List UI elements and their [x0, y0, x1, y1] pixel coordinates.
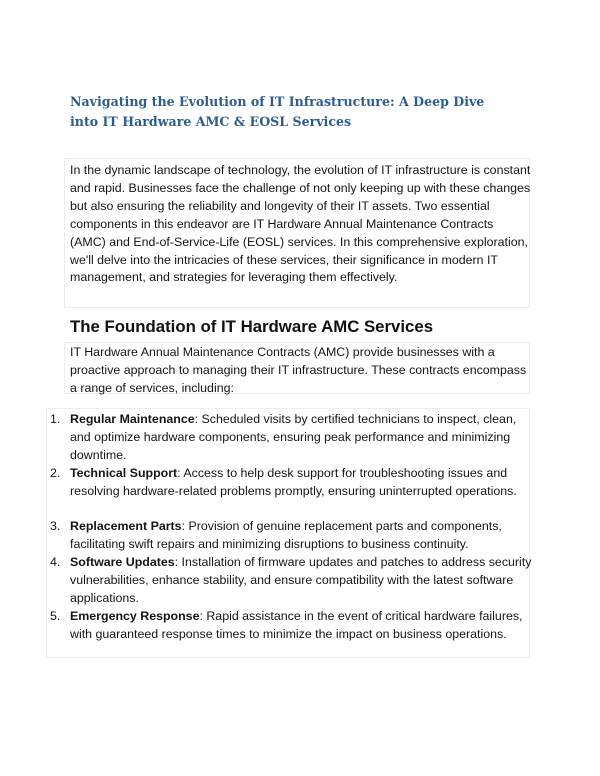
list-item-term: Technical Support: [70, 466, 178, 480]
list-item-number: 5.: [50, 609, 61, 623]
list-item-term: Software Updates: [70, 555, 175, 569]
document-title: Navigating the Evolution of IT Infrastructure: A Deep Dive into IT Hardware AMC & EOSL Services: [70, 94, 485, 129]
intro-paragraph: In the dynamic landscape of technology, the evolution of IT infrastructure is constant and rapid. Businesses face the challenge of not only keeping up with these changes but also ensuring the reliability and longevity of their IT assets. Two essential components in this endeavor are IT Hardware Annual Maintenance Contracts (AMC) and End-of-Service-Life (EOSL) services. In this comprehensive exploration, we'll delve into the intricacies of these services, their significance in modern IT management, and strategies for leveraging them effectively.: [70, 163, 531, 285]
list-item-term: Regular Maintenance: [70, 412, 195, 426]
list-item: [50, 411, 532, 465]
section-heading: The Foundation of IT Hardware AMC Services: [70, 317, 434, 336]
list-item: [50, 518, 532, 554]
list-item-term: Replacement Parts: [70, 519, 182, 533]
list-item-number: 2.: [50, 466, 61, 480]
list-item-number: 3.: [50, 519, 61, 533]
list-item-number: 4.: [50, 555, 61, 569]
list-item-term: Emergency Response: [70, 609, 200, 623]
list-item-description: : Rapid assistance in the event of critical hardware failures, with guaranteed response times to minimize the impact on business operations.: [70, 609, 523, 641]
list-item-description: : Provision of genuine replacement parts and components, facilitating swift repairs and minimizing disruptions to business continuity.: [70, 519, 502, 551]
section-paragraph: IT Hardware Annual Maintenance Contracts (AMC) provide businesses with a proactive approach to managing their IT infrastructure. These contracts encompass a range of services, including:: [70, 345, 527, 395]
list-item-description: : Scheduled visits by certified technicians to inspect, clean, and optimize hardware components, ensuring peak performance and minimizing downtime.: [70, 412, 517, 462]
list-item: [50, 554, 532, 608]
list-item-description: : Installation of firmware updates and patches to address security vulnerabilities, enhance stability, and ensure compatibility with the latest software applications.: [70, 555, 532, 605]
list-item: [50, 608, 532, 644]
list-item-number: 1.: [50, 412, 61, 426]
list-item: [50, 465, 532, 501]
list-item-description: : Access to help desk support for troubleshooting issues and resolving hardware-related problems promptly, ensuring uninterrupted operations.: [70, 466, 517, 498]
